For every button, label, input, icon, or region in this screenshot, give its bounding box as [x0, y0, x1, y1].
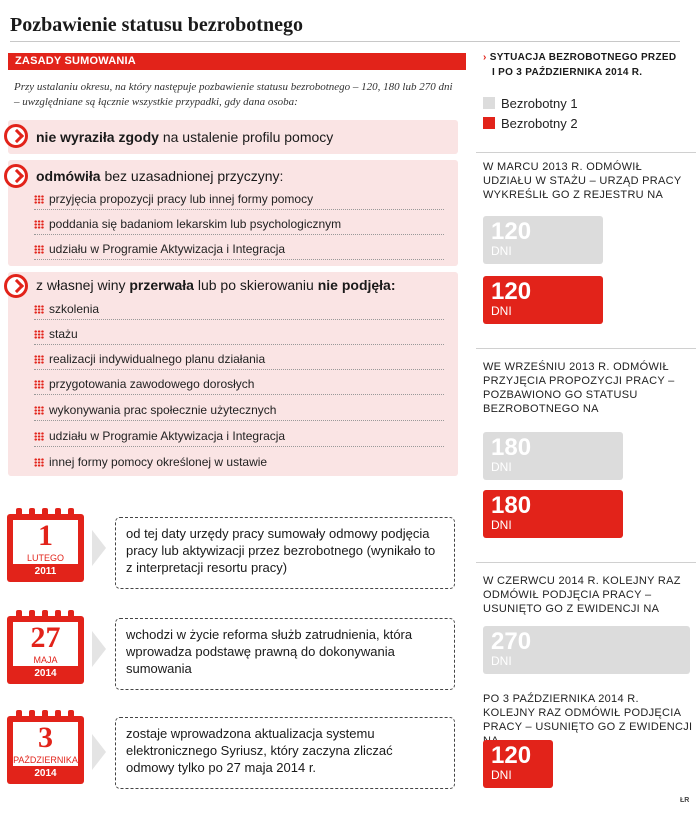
section-divider [476, 348, 696, 349]
dot-grid-icon [34, 380, 44, 389]
section-divider [476, 562, 696, 563]
bar-unemployed-2 [483, 490, 623, 538]
bar-unit: DNI [491, 518, 512, 532]
bar-value: 180 [491, 434, 532, 461]
timeline-text: zostaje wprowadzona aktualizacja systemu elektronicznego Syriusz, który zaczyna zliczać odmowy tylko po 27 maja 2014 r. [115, 717, 455, 789]
bar-unit: DNI [491, 460, 512, 474]
dot-grid-icon [34, 355, 44, 364]
calendar-day: 27 [30, 621, 61, 654]
condition-2 [36, 168, 283, 184]
condition-1-bold: nie wyraziła zgody [36, 129, 159, 145]
list-item-label: szkolenia [49, 302, 100, 316]
chevron-right-icon [92, 631, 106, 667]
chevron-right-icon [92, 530, 106, 566]
list-item-label: stażu [49, 327, 78, 341]
title-divider [10, 41, 680, 42]
bar-unit: DNI [491, 244, 512, 258]
calendar-year: 2014 [34, 768, 57, 779]
list-item [34, 452, 444, 473]
bar-unit: DNI [491, 768, 512, 782]
timeline-text: od tej daty urzędy pracy sumowały odmowy podjęcia pracy lub aktywizacji przez bezrobotnego (wynikało to z interpretacji resortu pracy) [115, 517, 455, 589]
legend-item [483, 96, 578, 111]
calendar-day: 1 [38, 519, 53, 552]
bar-unemployed-1 [483, 626, 690, 674]
bar-unemployed-2 [483, 740, 553, 788]
bar-value: 120 [491, 278, 532, 305]
list-item [34, 349, 444, 370]
list-item-label: wykonywania prac społecznie użytecznych [49, 403, 277, 417]
dot-grid-icon [34, 458, 44, 467]
bar-value: 120 [491, 742, 532, 769]
condition-3 [36, 277, 396, 293]
dot-grid-icon [34, 305, 44, 314]
legend-swatch [483, 97, 495, 109]
calendar-day: 3 [38, 721, 53, 754]
condition-3-bold-2: nie podjęła: [317, 277, 396, 293]
bar-unemployed-1 [483, 216, 603, 264]
bar-unemployed-1 [483, 432, 623, 480]
case-text: W MARCU 2013 R. ODMÓWIŁ UDZIAŁU W STAŻU – URZĄD PRACY WYKREŚLIŁ GO Z REJESTRU NA [483, 161, 682, 201]
list-item [34, 214, 444, 235]
calendar-month: LUTEGO [26, 553, 64, 563]
bar-unit: DNI [491, 654, 512, 668]
side-title-line-2: I PO 3 PAŹDZIERNIKA 2014 R. [492, 67, 643, 78]
list-item-label: przyjęcia propozycji pracy lub innej formy pomocy [49, 192, 314, 206]
legend-label: Bezrobotny 2 [501, 116, 578, 131]
case-text: WE WRZEŚNIU 2013 R. ODMÓWIŁ PRZYJĘCIA PROPOZYCJI PRACY – POZBAWIONO GO STATUSU BEZROBOTNEGO NA [483, 361, 675, 415]
rules-header: ZASADY SUMOWANIA [8, 53, 466, 70]
list-item [34, 426, 444, 447]
chevron-right-icon [92, 734, 106, 770]
condition-3-text-2: lub po skierowaniu [193, 277, 318, 293]
calendar-year: 2014 [34, 668, 57, 679]
list-item [34, 374, 444, 395]
bar-value: 180 [491, 492, 532, 519]
list-item [34, 324, 444, 345]
side-title [483, 50, 693, 80]
credit: ŁR [680, 797, 690, 804]
condition-1 [36, 129, 333, 145]
calendar-icon [7, 610, 84, 690]
section-divider [476, 152, 696, 153]
list-item [34, 299, 444, 320]
dot-grid-icon [34, 220, 44, 229]
case-text: W CZERWCU 2014 R. KOLEJNY RAZ ODMÓWIŁ PODJĘCIA PRACY – USUNIĘTO GO Z EWIDENCJI NA [483, 575, 681, 615]
calendar-year: 2011 [34, 566, 57, 577]
list-item-label: przygotowania zawodowego dorosłych [49, 377, 255, 391]
calendar-icon [7, 508, 84, 588]
list-item [34, 400, 444, 421]
list-item [34, 189, 444, 210]
calendar-icon [7, 710, 84, 790]
chevron-right-icon: › [483, 52, 490, 63]
arrow-right-icon [4, 274, 28, 298]
intro-text: Przy ustalaniu okresu, na który następuje pozbawienie statusu bezrobotnego – 120, 180 lub 270 dni – uwzględniane są łącznie wszystkie przypadki, gdy dana osoba: [14, 81, 453, 108]
legend-item [483, 116, 578, 131]
calendar-month: PAŹDZIERNIKA [13, 755, 78, 765]
bar-unemployed-2 [483, 276, 603, 324]
list-item-label: innej formy pomocy określonej w ustawie [49, 455, 268, 469]
legend-swatch [483, 117, 495, 129]
condition-3-text-1: z własnej winy [36, 277, 130, 293]
dot-grid-icon [34, 330, 44, 339]
condition-2-bold: odmówiła [36, 168, 101, 184]
case-text: PO 3 PAŹDZIERNIKA 2014 R. KOLEJNY RAZ ODMÓWIŁ PODJĘCIA PRACY – USUNIĘTO GO Z EWIDENCJI [483, 693, 693, 733]
bar-unit: DNI [491, 304, 512, 318]
bar-value: 270 [491, 628, 532, 655]
list-item-label: poddania się badaniom lekarskim lub psychologicznym [49, 217, 342, 231]
dot-grid-icon [34, 195, 44, 204]
condition-1-rest: na ustalenie profilu pomocy [158, 129, 334, 145]
condition-2-rest: bez uzasadnionej przyczyny: [100, 168, 284, 184]
dot-grid-icon [34, 432, 44, 441]
arrow-right-icon [4, 164, 28, 188]
dot-grid-icon [34, 245, 44, 254]
legend-label: Bezrobotny 1 [501, 96, 578, 111]
dot-grid-icon [34, 406, 44, 415]
side-title-line-1: SYTUACJA BEZROBOTNEGO PRZED [489, 52, 677, 63]
calendar-month: MAJA [33, 655, 58, 665]
list-item [34, 239, 444, 260]
timeline-text: wchodzi w życie reforma służb zatrudnienia, która wprowadza podstawę prawną do dokonywania sumowania [115, 618, 455, 690]
list-item-label: udziału w Programie Aktywizacja i Integracja [49, 429, 286, 443]
arrow-right-icon [4, 124, 28, 148]
list-item-label: realizacji indywidualnego planu działania [49, 352, 266, 366]
condition-3-bold-1: przerwała [129, 277, 194, 293]
page-title: Pozbawienie statusu bezrobotnego [10, 14, 303, 36]
list-item-label: udziału w Programie Aktywizacja i Integracja [49, 242, 286, 256]
bar-value: 120 [491, 218, 532, 245]
